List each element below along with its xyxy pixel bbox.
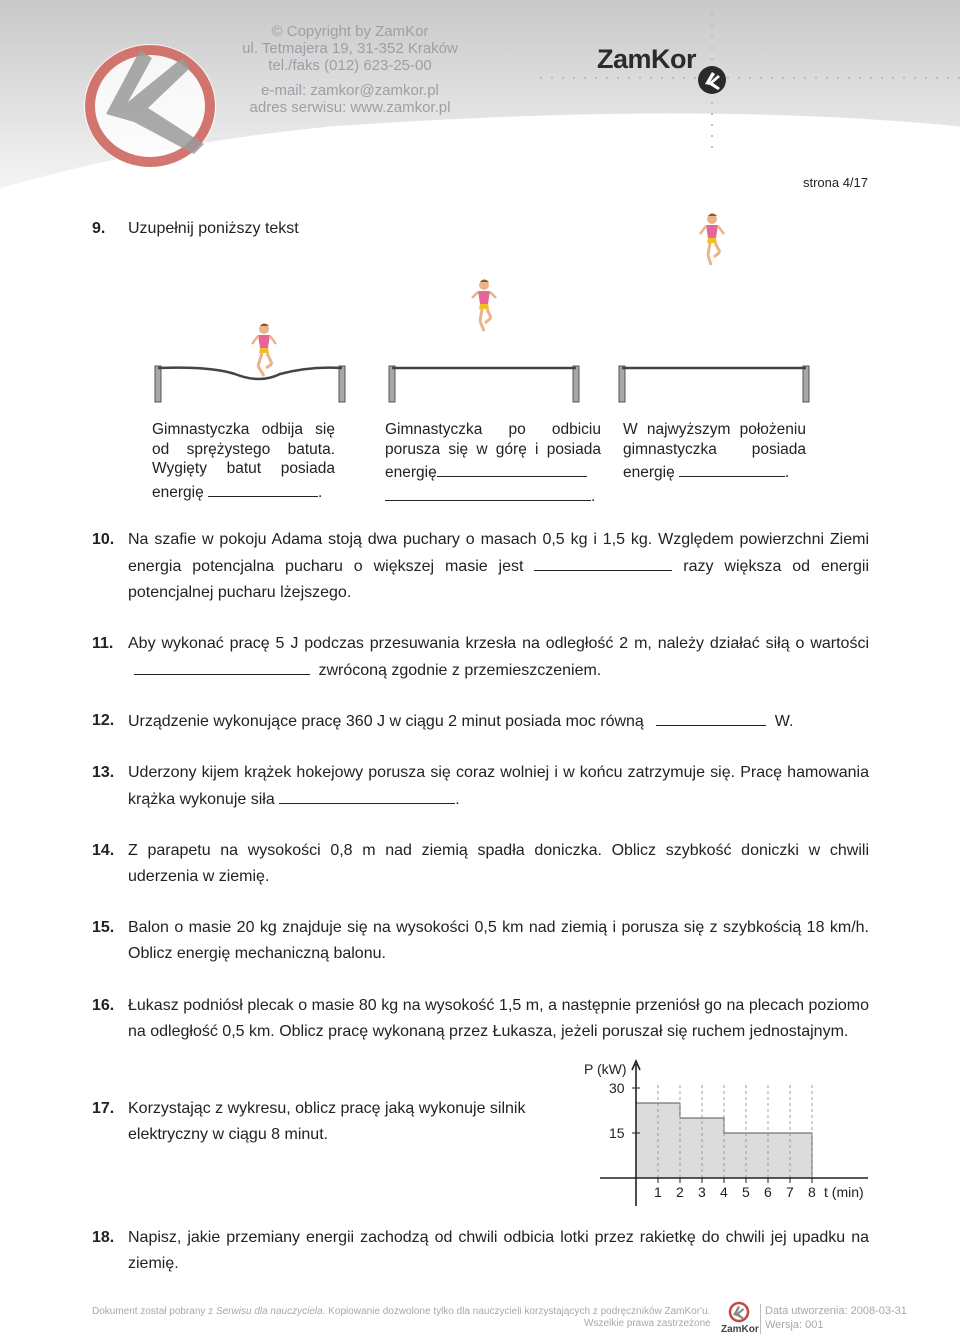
footer-text: Dokument został pobrany z [92, 1306, 214, 1317]
chart-x-tick-label: 3 [698, 1184, 706, 1200]
question-number: 9. [92, 220, 106, 237]
footer-created-date: Data utworzenia: 2008-03-31 [765, 1305, 907, 1317]
chart-x-tick-label: 6 [764, 1184, 772, 1200]
question-text: Na szafie w pokoju Adama stoją dwa puchary o masach 0,5 kg i 1,5 kg. Względem powierzchni Ziemi energia potencjalna pucharu o większej masie jest [128, 531, 869, 575]
chart-x-tick-label: 1 [654, 1184, 662, 1200]
brand-name: ZamKor [597, 44, 697, 74]
question-17-text: Korzystając z wykresu, oblicz pracę jaką wykonuje silnik elektryczny w ciągu 8 minut. [128, 1100, 526, 1143]
answer-blank[interactable] [134, 657, 310, 675]
answer-blank[interactable] [385, 483, 591, 501]
zamkor-badge-icon [696, 64, 728, 96]
caption-highest-point [623, 420, 806, 483]
chart-x-tick-label: 7 [786, 1184, 794, 1200]
gymnast-icon [470, 278, 500, 334]
question-16-text: Łukasz podniósł plecak o masie 80 kg na wysokość 1,5 m, a następnie przeniósł go na plecach poziomo na odległość 0,5 km. Oblicz pracę wykonaną przez Łukasza, jeżeli poruszał się ruchem jednostajnym. [128, 997, 869, 1040]
question-number: 18. [92, 1229, 115, 1246]
footer-link[interactable]: Serwisu dla nauczyciela [215, 1306, 323, 1317]
footer-text: . Kopiowanie dozwolone tylko dla nauczycieli korzystających z podręczników ZamKor'u. [322, 1306, 711, 1317]
page-number: strona 4/17 [802, 175, 868, 190]
chart-x-tick-label: 4 [720, 1184, 728, 1200]
question-9-text: Uzupełnij poniższy tekst [128, 220, 299, 237]
question-number: 16. [92, 997, 115, 1014]
question-14-text: Z parapetu na wysokości 0,8 m nad ziemią spadła doniczka. Oblicz szybkość doniczki w chwili uderzenia w ziemię. [128, 842, 869, 885]
header-address: ul. Tetmajera 19, 31-352 Kraków [242, 40, 458, 57]
chart-x-tick-label: 2 [676, 1184, 684, 1200]
header-email: e-mail: zamkor@zamkor.pl [261, 82, 439, 99]
header-phone: tel./faks (012) 623-25-00 [268, 57, 432, 74]
caption-period: . [591, 487, 596, 505]
answer-blank[interactable] [656, 708, 766, 726]
caption-trampoline-bent [152, 420, 335, 502]
question-text: . [455, 791, 460, 808]
question-number: 13. [92, 764, 115, 781]
question-number: 17. [92, 1100, 115, 1117]
caption-text: W najwyższym położeniu gimnastyczka posiada energię [623, 421, 806, 481]
question-number: 10. [92, 531, 115, 548]
chart-y-tick-label: 15 [609, 1125, 625, 1141]
question-text: Uderzony kijem krążek hokejowy porusza się coraz wolniej i w końcu zatrzymuje się. Pracę hamowania krążka wykonuje siła [128, 764, 869, 808]
zamkor-badge-small-icon [727, 1301, 753, 1325]
answer-blank[interactable] [437, 459, 587, 477]
question-text: zwróconą zgodnie z przemieszczeniem. [318, 662, 602, 679]
question-number: 15. [92, 919, 115, 936]
question-12-text [128, 708, 869, 735]
trampoline-icon [384, 362, 584, 404]
header-website: adres serwisu: www.zamkor.pl [249, 99, 451, 116]
header-band [0, 0, 960, 190]
question-11-text [128, 631, 869, 684]
answer-blank[interactable] [279, 786, 455, 804]
question-number: 14. [92, 842, 115, 859]
footer-divider [760, 1304, 761, 1334]
trampoline-icon [614, 362, 814, 404]
caption-period: . [318, 483, 323, 501]
caption-text: Gimnastyczka po odbiciu porusza się w górę i posiada energię [385, 421, 601, 481]
answer-blank[interactable] [534, 553, 672, 571]
chart-x-axis-label: t (min) [824, 1184, 864, 1200]
question-number: 12. [92, 712, 115, 729]
header-copyright: © Copyright by ZamKor [271, 23, 429, 40]
footer-rights: Wszelkie prawa zastrzeżone [584, 1318, 711, 1329]
question-text: W. [774, 713, 794, 730]
caption-period: . [785, 464, 790, 481]
trampoline-bent-icon [150, 362, 350, 404]
chart-x-tick-label: 8 [808, 1184, 816, 1200]
answer-blank[interactable] [679, 459, 785, 477]
question-text: Aby wykonać pracę 5 J podczas przesuwania krzesła na odległość 2 m, należy działać siłą o wartości [128, 635, 869, 652]
chart-y-axis-label: P (kW) [584, 1061, 627, 1077]
footer-brand: ZamKor [721, 1324, 759, 1335]
footer-version: Wersja: 001 [765, 1319, 824, 1331]
question-15-text: Balon o masie 20 kg znajduje się na wysokości 0,5 km nad ziemią i porusza się z szybkością 18 km/h. Oblicz energię mechaniczną balonu. [128, 919, 869, 962]
question-text: razy większa od energii potencjalnej pucharu lżejszego. [128, 558, 869, 601]
question-18-text: Napisz, jakie przemiany energii zachodzą od chwili odbicia lotki przez rakietkę do chwili jej upadku na ziemię. [128, 1229, 869, 1272]
question-text: Urządzenie wykonujące pracę 360 J w ciągu 2 minut posiada moc równą [128, 713, 644, 730]
power-time-chart [580, 1056, 880, 1212]
question-13-text [128, 760, 869, 813]
chart-y-tick-label: 30 [609, 1080, 625, 1096]
question-10-text [128, 527, 869, 606]
caption-text: Gimnastyczka odbija się od sprężystego batuta. Wygięty batut posiada energię [152, 421, 335, 501]
answer-blank[interactable] [208, 479, 318, 497]
caption-moving-up [385, 420, 601, 506]
footer-notice [92, 1306, 722, 1317]
gymnast-icon [698, 212, 728, 268]
question-number: 11. [92, 635, 114, 652]
chart-x-tick-label: 5 [742, 1184, 750, 1200]
